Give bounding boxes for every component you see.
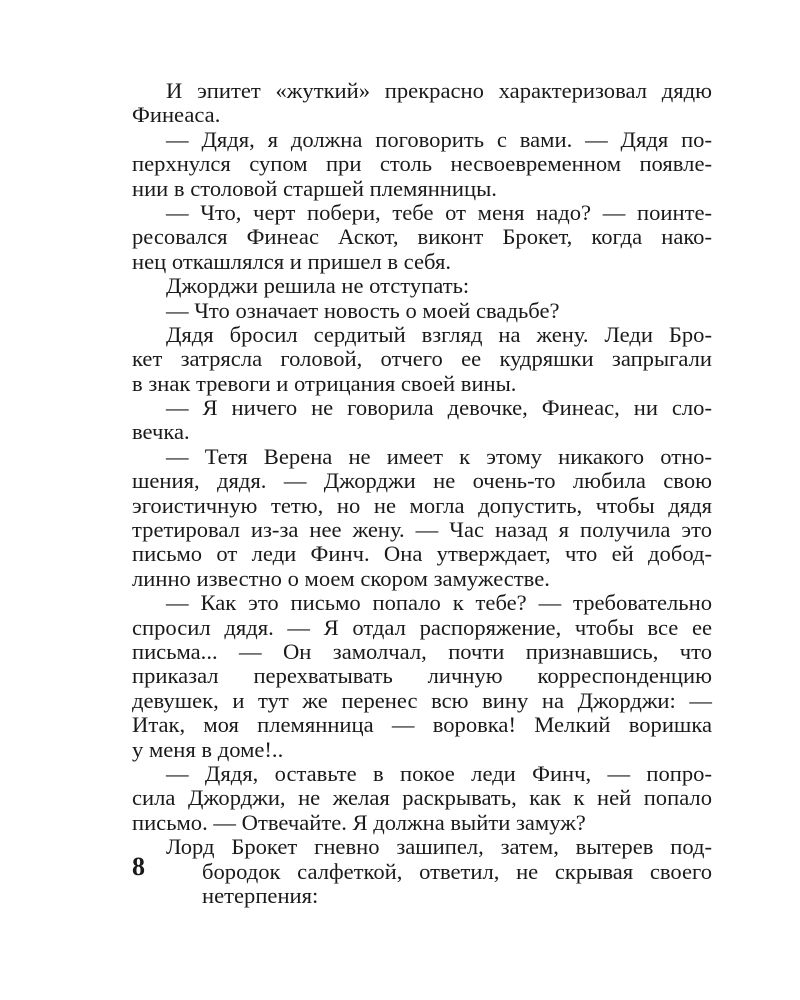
page-number: 8 xyxy=(132,852,145,881)
text-line: письма... — Он замолчал, почти признавшись, что xyxy=(132,638,712,664)
text-line: Дядя бросил сердитый взгляд на жену. Леди Бро- xyxy=(166,321,712,347)
text-line: — Что означает новость о моей свадьбе? xyxy=(166,297,560,323)
text-line: Итак, моя племянница — воровка! Мелкий воришка xyxy=(132,712,712,738)
text-line: перхнулся супом при столь несвоевременном появле- xyxy=(132,151,712,177)
text-line: — Тетя Верена не имеет к этому никакого отно- xyxy=(166,443,712,469)
text-line: нетерпения: xyxy=(202,882,319,908)
text-line: И эпитет «жуткий» прекрасно характеризовал дядю xyxy=(166,78,712,103)
text-line: Джорджи решила не отступать: xyxy=(166,273,470,299)
text-line: — Дядя, я должна поговорить с вами. — Дядя по- xyxy=(166,126,712,152)
text-line: Финеаса. xyxy=(132,102,221,128)
text-line: спросил дядя. — Я отдал распоряжение, чтобы все ее xyxy=(132,614,712,640)
text-line: письмо от леди Финч. Она утверждает, что ей добод- xyxy=(132,541,712,567)
text-line: письмо. — Отвечайте. Я должна выйти замуж? xyxy=(132,809,586,835)
text-line: шения, дядя. — Джорджи не очень-то любила свою xyxy=(132,468,712,494)
text-line: — Что, черт побери, тебе от меня надо? — поинте- xyxy=(166,199,712,225)
text-line: Лорд Брокет гневно зашипел, затем, вытерев под- xyxy=(166,834,712,860)
text-line: ресовался Финеас Аскот, виконт Брокет, когда нако- xyxy=(132,224,712,250)
text-line: кет затрясла головой, отчего ее кудряшки запрыгали xyxy=(132,346,712,372)
text-line: нец откашлялся и пришел в себя. xyxy=(132,248,451,274)
text-line: бородок салфеткой, ответил, не скрывая своего xyxy=(202,858,712,884)
text-line: — Я ничего не говорила девочке, Финеас, ни сло- xyxy=(166,395,712,421)
text-line: — Дядя, оставьте в покое леди Финч, — попро- xyxy=(166,760,712,786)
text-line: — Как это письмо попало к тебе? — требовательно xyxy=(166,590,712,616)
text-line: эгоистичную тетю, но не могла допустить, чтобы дядя xyxy=(132,492,712,518)
text-line: линно известно о моем скором замужестве. xyxy=(132,565,550,591)
text-line: девушек, и тут же перенес всю вину на Джорджи: — xyxy=(132,687,712,713)
text-line: приказал перехватывать личную корреспонденцию xyxy=(132,663,712,689)
text-line: третировал из-за нее жену. — Час назад я получила это xyxy=(132,517,712,543)
text-line: в знак тревоги и отрицания своей вины. xyxy=(132,370,517,396)
text-line: нии в столовой старшей племянницы. xyxy=(132,175,497,201)
text-line: вечка. xyxy=(132,419,190,445)
body-text xyxy=(132,79,712,908)
text-line: сила Джорджи, не желая раскрывать, как к ней попало xyxy=(132,785,712,811)
text-line: у меня в доме!.. xyxy=(132,736,284,762)
